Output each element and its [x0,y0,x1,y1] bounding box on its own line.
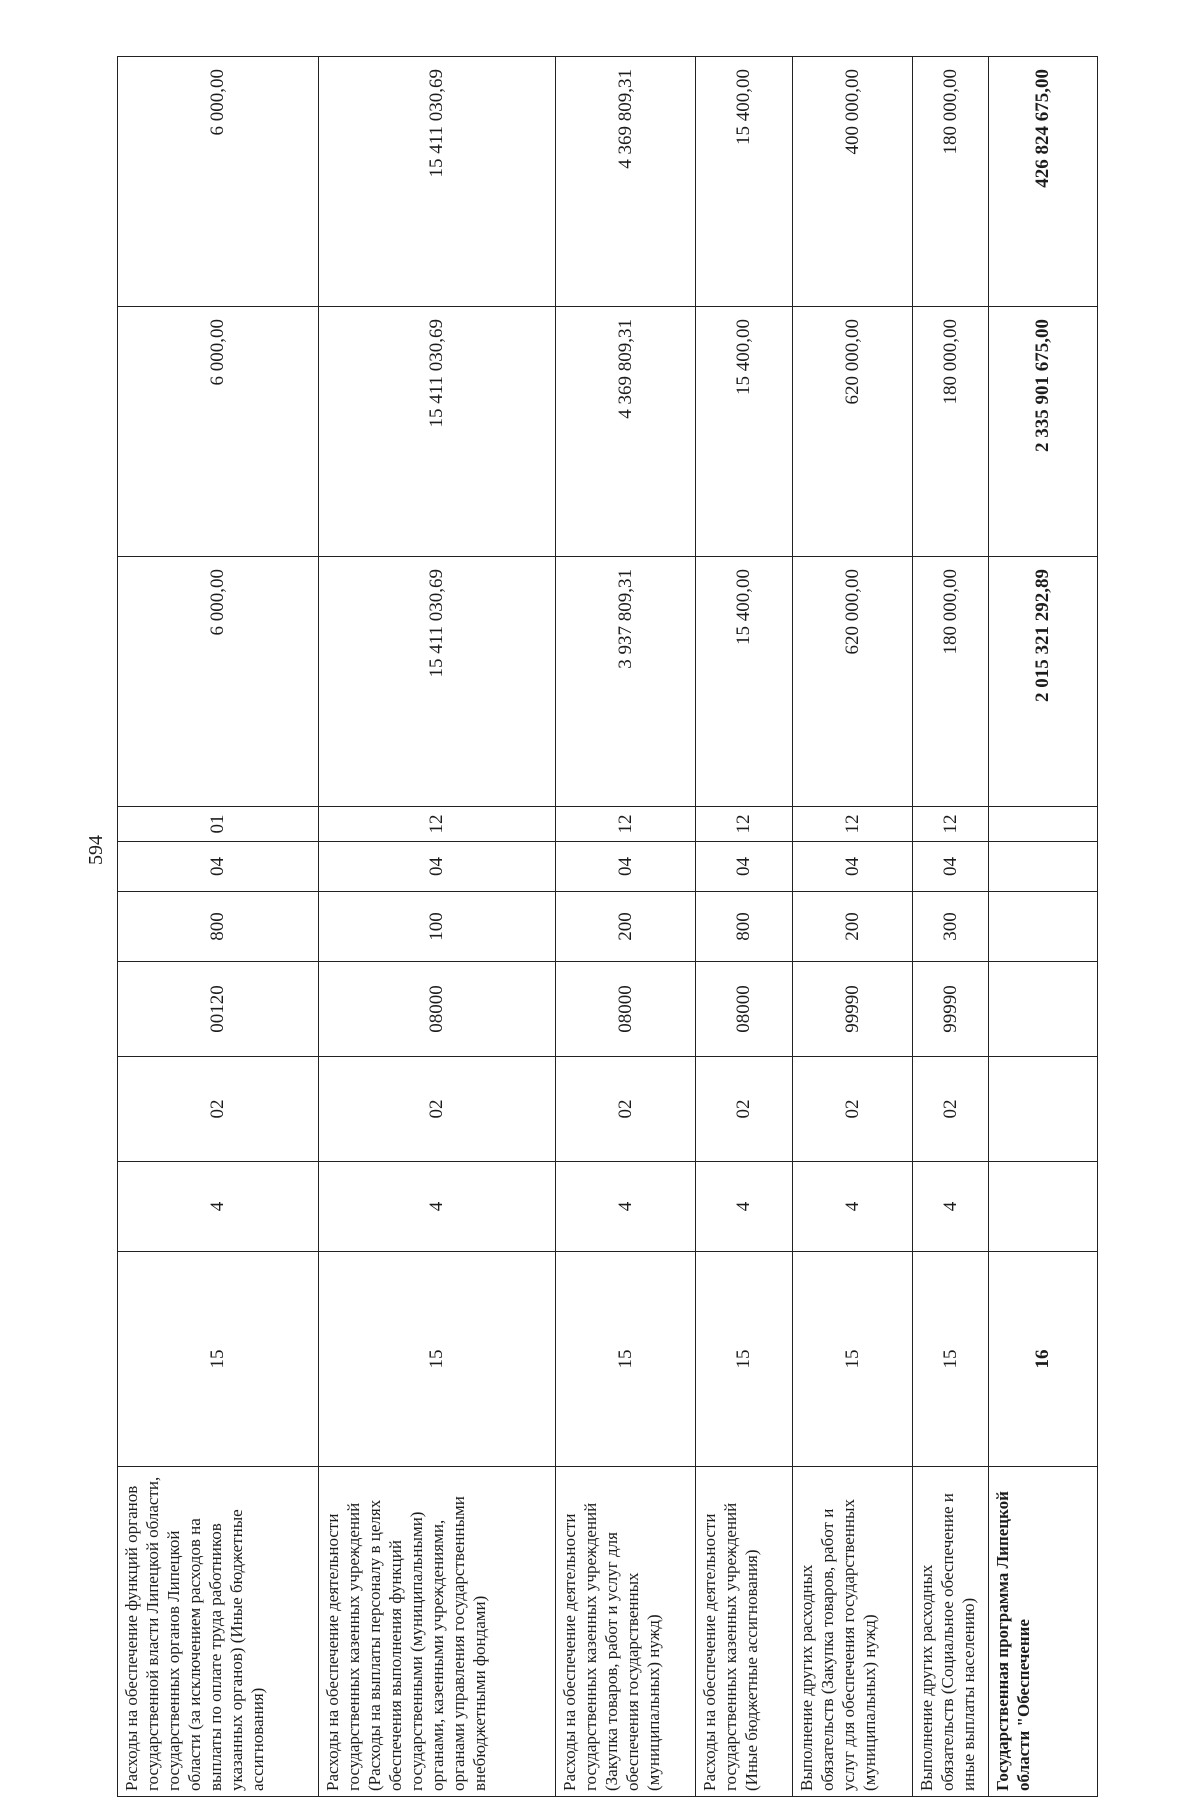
cell-c1: 15 [556,1252,696,1467]
cell-c4: 08000 [319,962,556,1057]
table-row [696,57,793,1797]
cell-v3: 6 000,00 [118,57,319,307]
cell-c5: 800 [118,892,319,962]
cell-c6: 04 [793,842,913,892]
cell-c3: 02 [118,1057,319,1162]
cell-c4: 00120 [118,962,319,1057]
table-row [793,57,913,1797]
cell-c6: 04 [556,842,696,892]
cell-c2: 4 [118,1162,319,1252]
total-c3 [989,1057,1098,1162]
cell-c6: 04 [913,842,989,892]
cell-v2: 15 411 030,69 [319,307,556,557]
total-name: Государственная программа Липецкой области "Обеспечение [989,1467,1098,1797]
total-v2: 2 335 901 675,00 [989,307,1098,557]
cell-c1: 15 [793,1252,913,1467]
cell-c2: 4 [319,1162,556,1252]
cell-v1: 6 000,00 [118,557,319,807]
cell-c7: 01 [118,807,319,842]
row-name: Расходы на обеспечение деятельности государственных казенных учреждений (Иные бюджетные ассигнования) [696,1467,793,1797]
total-v3: 426 824 675,00 [989,57,1098,307]
cell-c5: 100 [319,892,556,962]
cell-c3: 02 [556,1057,696,1162]
cell-c3: 02 [696,1057,793,1162]
cell-v1: 15 411 030,69 [319,557,556,807]
cell-v2: 180 000,00 [913,307,989,557]
cell-c7: 12 [696,807,793,842]
cell-c1: 15 [913,1252,989,1467]
total-c4 [989,962,1098,1057]
table-row-total [989,57,1098,1797]
cell-c4: 08000 [556,962,696,1057]
cell-c6: 04 [118,842,319,892]
table-row [913,57,989,1797]
cell-v1: 620 000,00 [793,557,913,807]
total-c6 [989,842,1098,892]
cell-c7: 12 [913,807,989,842]
table-body [118,57,1098,1797]
cell-c1: 15 [696,1252,793,1467]
cell-v2: 620 000,00 [793,307,913,557]
cell-c5: 200 [793,892,913,962]
cell-c5: 300 [913,892,989,962]
cell-v2: 4 369 809,31 [556,307,696,557]
row-name: Расходы на обеспечение деятельности государственных казенных учреждений (Закупка товаров, работ и услуг для обеспечения государственных (муниципальных) нужд) [556,1467,696,1797]
cell-c4: 08000 [696,962,793,1057]
row-name: Выполнение других расходных обязательств (Закупка товаров, работ и услуг для обеспечения государственных (муниципальных) нужд) [793,1467,913,1797]
table-row [118,57,319,1797]
cell-v3: 180 000,00 [913,57,989,307]
cell-c6: 04 [696,842,793,892]
cell-c6: 04 [319,842,556,892]
cell-c3: 02 [319,1057,556,1162]
cell-c5: 800 [696,892,793,962]
budget-table [117,56,1098,1797]
table-row [319,57,556,1797]
budget-table-rotated [117,57,1097,1797]
row-name: Выполнение других расходных обязательств (Социальное обеспечение и иные выплаты населению) [913,1467,989,1797]
cell-v3: 15 400,00 [696,57,793,307]
cell-v2: 6 000,00 [118,307,319,557]
cell-c3: 02 [913,1057,989,1162]
cell-c2: 4 [913,1162,989,1252]
cell-v1: 15 400,00 [696,557,793,807]
page-number: 594 [85,835,107,865]
cell-c5: 200 [556,892,696,962]
cell-v1: 3 937 809,31 [556,557,696,807]
total-c2 [989,1162,1098,1252]
total-c5 [989,892,1098,962]
cell-c2: 4 [556,1162,696,1252]
cell-v1: 180 000,00 [913,557,989,807]
total-c7 [989,807,1098,842]
cell-v3: 15 411 030,69 [319,57,556,307]
cell-c7: 12 [793,807,913,842]
cell-c4: 99990 [913,962,989,1057]
total-c1: 16 [989,1252,1098,1467]
cell-c1: 15 [319,1252,556,1467]
cell-v2: 15 400,00 [696,307,793,557]
cell-c4: 99990 [793,962,913,1057]
table-row [556,57,696,1797]
cell-c2: 4 [793,1162,913,1252]
cell-c3: 02 [793,1057,913,1162]
cell-v3: 400 000,00 [793,57,913,307]
total-v1: 2 015 321 292,89 [989,557,1098,807]
cell-c1: 15 [118,1252,319,1467]
cell-c7: 12 [556,807,696,842]
cell-v3: 4 369 809,31 [556,57,696,307]
cell-c2: 4 [696,1162,793,1252]
row-name: Расходы на обеспечение функций органов государственной власти Липецкой области, государственных органов Липецкой области (за исключением расходов на выплаты по оплате труда работников указанных органов) (Иные бюджетные ассигнования) [118,1467,319,1797]
cell-c7: 12 [319,807,556,842]
row-name: Расходы на обеспечение деятельности государственных казенных учреждений (Расходы на выплаты персоналу в целях обеспечения выполнения функций государственными (муниципальными) органами, казенными учреждениями, органами управления государственными внебюджетными фондами) [319,1467,556,1797]
